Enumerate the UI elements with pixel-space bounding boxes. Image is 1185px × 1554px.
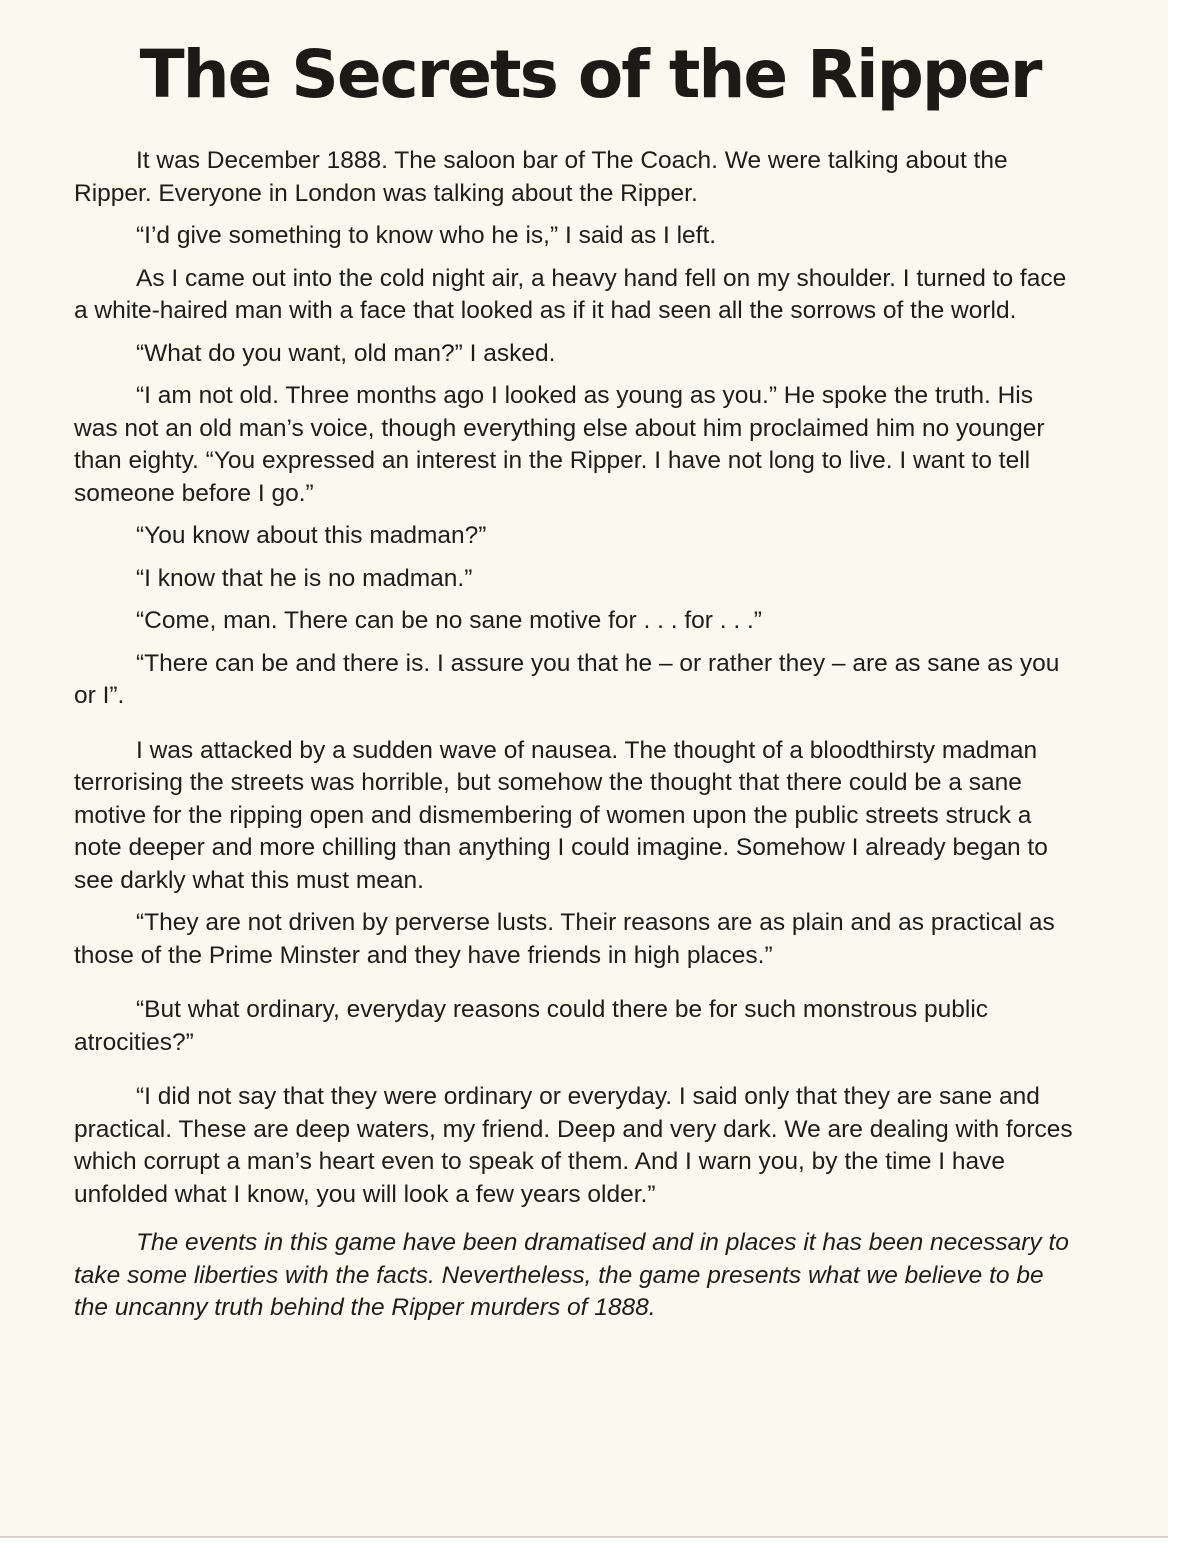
paragraph: “There can be and there is. I assure you that he – or rather they – are as sane as you or I”. [74, 649, 1060, 709]
story-text [74, 145, 1074, 1335]
paragraph: “I am not old. Three months ago I looked as young as you.” He spoke the truth. His was not an old man’s voice, though everything else about him proclaimed him no younger than eighty. “You expressed an interest in the Ripper. I have not long to live. I want to tell someone before I go.” [74, 382, 1045, 507]
paragraph: It was December 1888. The saloon bar of The Coach. We were talking about the Ripper. Everyone in London was talking about the Ripper. [74, 147, 1008, 207]
page-title: The Secrets of the Ripper [139, 36, 1041, 113]
paragraph: “I’d give something to know who he is,” I said as I left. [136, 222, 717, 249]
paragraph: “They are not driven by perverse lusts. Their reasons are as plain and as practical as those of the Prime Minster and they have friends in high places.” [74, 909, 1055, 969]
paragraph: “I did not say that they were ordinary or everyday. I said only that they are sane and practical. These are deep waters, my friend. Deep and very dark. We are dealing with forces which corrupt a man’s heart even to speak of them. And I warn you, by the time I have unfolded what I know, you will look a few years older.” [74, 1083, 1073, 1208]
page-edge [0, 1536, 1168, 1538]
paragraph: As I came out into the cold night air, a heavy hand fell on my shoulder. I turned to face a white-haired man with a face that looked as if it had seen all the sorrows of the world. [74, 264, 1067, 324]
paragraph: I was attacked by a sudden wave of nausea. The thought of a bloodthirsty madman terrorising the streets was horrible, but somehow the thought that there could be a sane motive for the ripping open and dismembering of women upon the public streets struck a note deeper and more chilling than anything I could imagine. Somehow I already began to see darkly what this must mean. [74, 736, 1048, 894]
disclaimer-note: The events in this game have been dramatised and in places it has been necessary to take some liberties with the facts. Nevertheless, the game presents what we believe to be the uncanny truth behind the Ripper murders of 1888. [74, 1229, 1069, 1321]
paragraph: “But what ordinary, everyday reasons could there be for such monstrous public atrocities?” [74, 996, 989, 1056]
paragraph: “What do you want, old man?” I asked. [136, 339, 556, 367]
paragraph: “I know that he is no madman.” [136, 564, 473, 592]
paragraph: “You know about this madman?” [136, 522, 487, 549]
paragraph: “Come, man. There can be no sane motive for . . . for . . .” [136, 607, 762, 634]
